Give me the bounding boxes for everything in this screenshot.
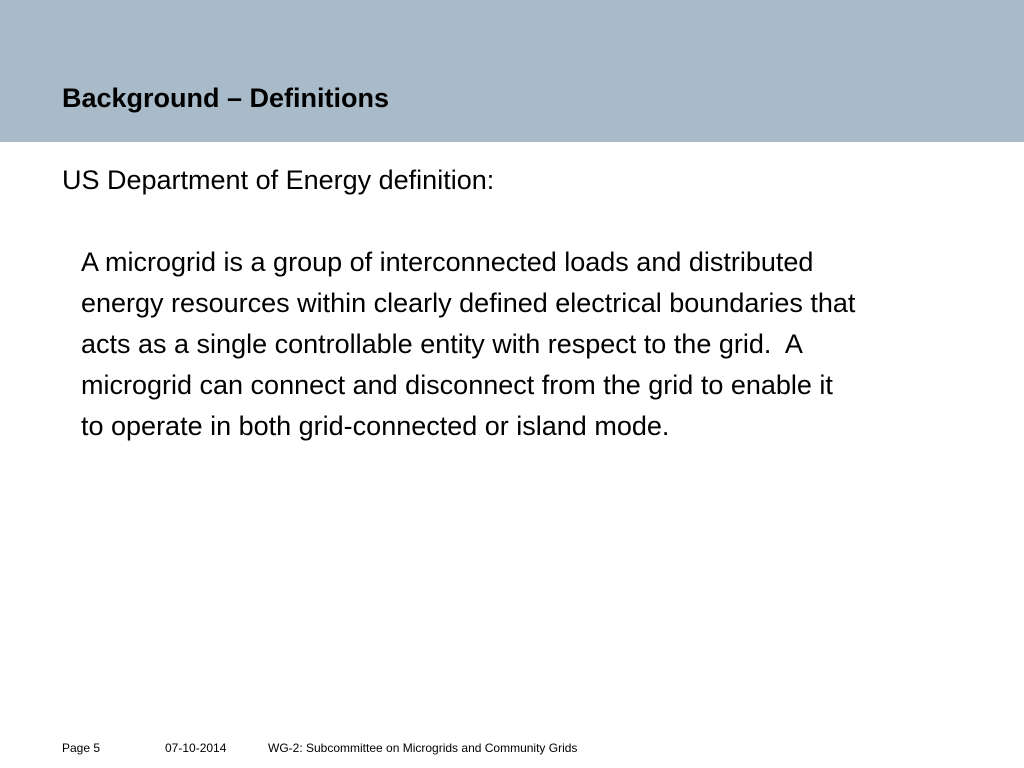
definition-line: to operate in both grid-connected or island mode. <box>81 411 670 441</box>
definition-line: A microgrid is a group of interconnected loads and distributed <box>81 247 814 277</box>
footer-page-number: Page 5 <box>62 741 101 755</box>
definition-paragraph <box>81 242 1011 447</box>
slide-title: Background – Definitions <box>62 83 390 113</box>
header-band <box>0 0 1024 142</box>
footer-date: 07-10-2014 <box>165 741 227 755</box>
definition-source-heading: US Department of Energy definition: <box>62 165 495 195</box>
definition-line: microgrid can connect and disconnect from the grid to enable it <box>81 370 833 400</box>
footer-subcommittee: WG-2: Subcommittee on Microgrids and Community Grids <box>268 741 578 755</box>
definition-line: energy resources within clearly defined electrical boundaries that <box>81 288 856 318</box>
definition-line: acts as a single controllable entity with respect to the grid. A <box>81 329 803 359</box>
